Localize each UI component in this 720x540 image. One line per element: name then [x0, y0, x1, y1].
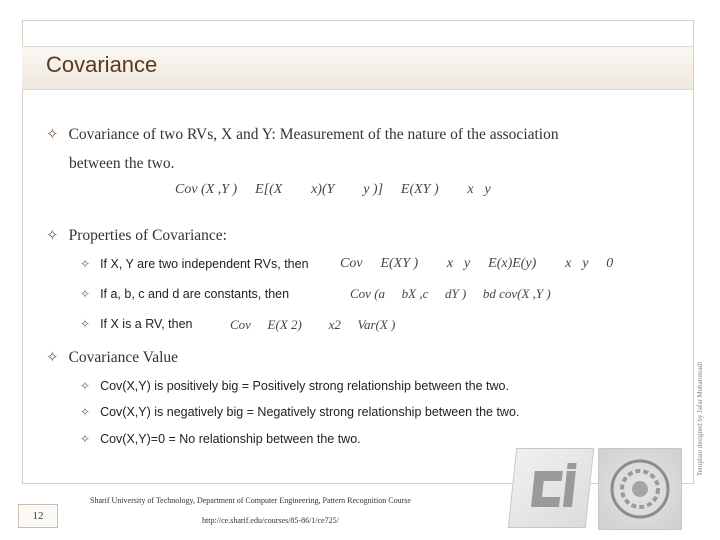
bullet-text: Covariance of two RVs, X and Y: Measurement of the nature of the association [68, 126, 559, 143]
bullet-star-icon: ✧ [80, 405, 91, 419]
bullet-star-icon: ✧ [46, 125, 59, 143]
bullet-star-icon: ✧ [80, 287, 91, 301]
value-text: Cov(X,Y)=0 = No relationship between the two. [100, 432, 361, 446]
bullet-covariance-def [46, 125, 559, 144]
footer-institution: Sharif University of Technology, Department of Computer Engineering, Pattern Recognition Course [90, 496, 411, 505]
formula-variance: Cov   E(X 2)    x2   Var(X ) [230, 317, 396, 332]
value-zero [80, 432, 361, 446]
bullet-star-icon: ✧ [80, 432, 91, 446]
sharif-university-logo [598, 448, 682, 530]
value-positive [80, 379, 509, 393]
bullet-text: Covariance Value [68, 349, 179, 366]
ce-logo-icon [509, 449, 593, 527]
formula-constants: Cov (a   bX ,c   dY )   bd cov(X ,Y ) [350, 286, 551, 301]
formula-covariance: Cov (X ,Y )   E[(X    x)(Y    y )]   E(XY )    x y [175, 182, 491, 197]
property-variance [80, 317, 192, 331]
bullet-covariance-value [46, 348, 178, 367]
bullet-star-icon: ✧ [80, 257, 91, 271]
value-text: Cov(X,Y) is negatively big = Negatively strong relationship between the two. [100, 405, 520, 419]
bullet-star-icon: ✧ [46, 348, 59, 366]
property-text: If a, b, c and d are constants, then [100, 287, 290, 301]
bullet-star-icon: ✧ [80, 317, 91, 331]
sharif-emblem-icon [599, 449, 681, 529]
bullet-star-icon: ✧ [80, 379, 91, 393]
bullet-properties [46, 226, 227, 245]
bullet-text: Properties of Covariance: [68, 227, 227, 244]
property-text: If X, Y are two independent RVs, then [100, 257, 309, 271]
property-independent [80, 257, 309, 271]
property-constants [80, 287, 289, 301]
value-negative [80, 405, 519, 419]
value-text: Cov(X,Y) is positively big = Positively strong relationship between the two. [100, 379, 509, 393]
bullet-star-icon: ✧ [46, 226, 59, 244]
property-text: If X is a RV, then [100, 317, 193, 331]
formula-independent: Cov   E(XY )    x y   E(x)E(y)    x y   0 [340, 256, 614, 271]
footer-course-url[interactable]: http://ce.sharif.edu/courses/85-86/1/ce725/ [202, 516, 339, 525]
bullet-covariance-def-cont: between the two. [69, 155, 175, 172]
ce-department-logo [508, 448, 594, 528]
template-credit: Template designed by Jafar Mohammadi [696, 361, 704, 476]
page-number: 12 [18, 504, 58, 528]
slide-title: Covariance [46, 52, 158, 77]
